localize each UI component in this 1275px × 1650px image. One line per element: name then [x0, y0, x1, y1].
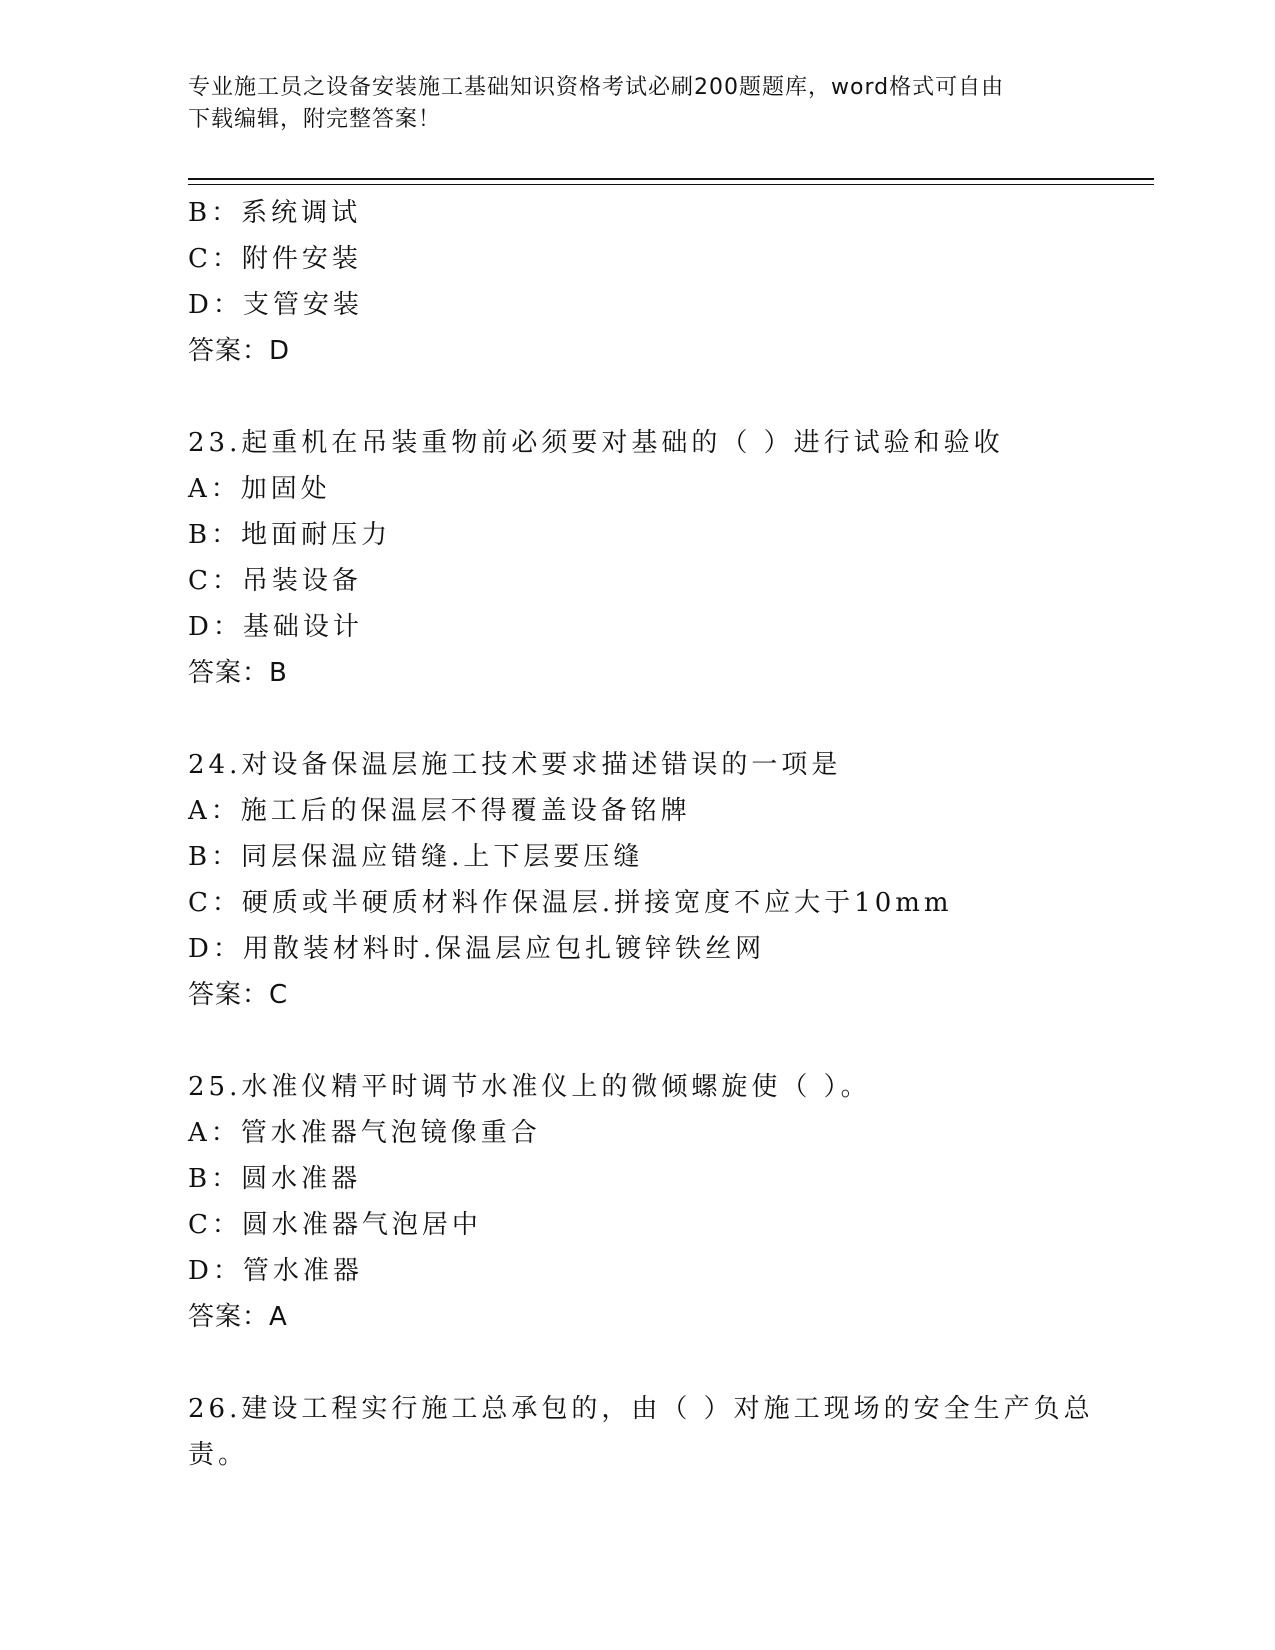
- document-header: [188, 72, 1088, 136]
- q24-option-a: A：施工后的保温层不得覆盖设备铭牌: [188, 796, 691, 826]
- q22-option-c: C：附件安装: [188, 244, 362, 274]
- q23-stem: 23.起重机在吊装重物前必须要对基础的（ ）进行试验和验收: [188, 428, 1004, 458]
- q24-option-d: D：用散装材料时.保温层应包扎镀锌铁丝网: [188, 934, 766, 964]
- q22-option-d: D：支管安装: [188, 290, 363, 320]
- spacer: [188, 1340, 1154, 1386]
- q23-answer: 答案：B: [188, 658, 288, 688]
- q26-stem-line-2: 责。: [188, 1440, 249, 1470]
- q24-stem: 24.对设备保温层施工技术要求描述错误的一项是: [188, 750, 842, 780]
- q23-option-a: A：加固处: [188, 474, 331, 504]
- q25-option-a: A：管水准器气泡镜像重合: [188, 1118, 541, 1148]
- header-rule-thin: [188, 184, 1154, 185]
- q23-option-c: C：吊装设备: [188, 566, 362, 596]
- q25-stem: 25.水准仪精平时调节水准仪上的微倾螺旋使（ ）。: [188, 1072, 871, 1102]
- q24-answer: 答案：C: [188, 980, 289, 1010]
- header-rule-thick: [188, 178, 1154, 180]
- q25-answer: 答案：A: [188, 1302, 288, 1332]
- spacer: [188, 696, 1154, 742]
- header-line-2: 下载编辑，附完整答案！: [188, 107, 442, 132]
- question-22: [188, 190, 1154, 374]
- q25-option-d: D：管水准器: [188, 1256, 363, 1286]
- q26-stem-line-1: 26.建设工程实行施工总承包的，由（ ）对施工现场的安全生产负总: [188, 1394, 1094, 1424]
- q25-option-b: B：圆水准器: [188, 1164, 362, 1194]
- q24-option-c: C：硬质或半硬质材料作保温层.拼接宽度不应大于10mm: [188, 888, 953, 918]
- question-list: [188, 190, 1154, 1478]
- header-line-1: 专业施工员之设备安装施工基础知识资格考试必刷200题题库，word格式可自由: [188, 75, 1005, 100]
- spacer: [188, 1018, 1154, 1064]
- q24-option-b: B：同层保温应错缝.上下层要压缝: [188, 842, 644, 872]
- question-25: [188, 1064, 1154, 1340]
- spacer: [188, 374, 1154, 420]
- question-26: [188, 1386, 1154, 1478]
- question-24: [188, 742, 1154, 1018]
- question-23: [188, 420, 1154, 696]
- q22-answer: 答案：D: [188, 336, 291, 366]
- q22-option-b: B：系统调试: [188, 198, 362, 228]
- q23-option-b: B：地面耐压力: [188, 520, 392, 550]
- q25-option-c: C：圆水准器气泡居中: [188, 1210, 482, 1240]
- q23-option-d: D：基础设计: [188, 612, 363, 642]
